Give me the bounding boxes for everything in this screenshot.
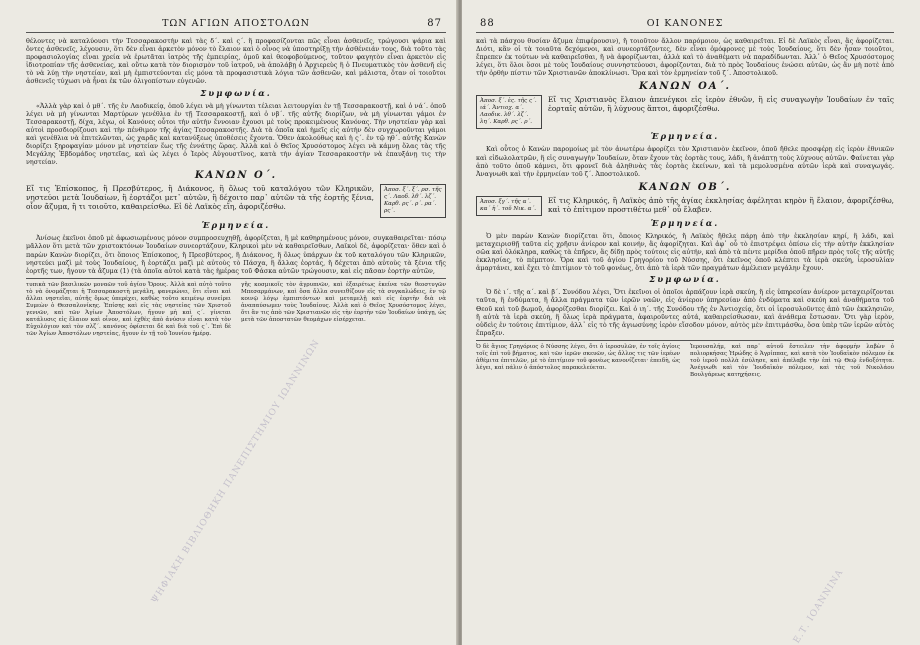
- left-section1-title: Συμφωνία.: [200, 88, 272, 99]
- right-section1-title: Ἑρμηνεία.: [650, 132, 720, 143]
- right-section3-title: Συμφωνία.: [649, 275, 721, 286]
- right-canon2-title: ΚΑΝΩΝ ΟΒ΄.: [638, 181, 732, 193]
- right-section2-title: Ἑρμηνεία.: [650, 218, 720, 229]
- left-running-head: [26, 18, 446, 33]
- left-watermark: ΨΗΦΙΑΚΗ ΒΙΒΛΙΟΘΗΚΗ ΠΑΝΕΠΙΣΤΗΜΙΟΥ ΙΩΑΝΝΙΝΩΝ: [150, 338, 323, 606]
- right-canon1-title: ΚΑΝΩΝ ΟΑ΄.: [638, 81, 732, 93]
- right-page: [462, 0, 920, 645]
- left-page: [0, 0, 458, 645]
- right-canon2-text: Εἴ τις Κληρικός, ἢ Λαϊκὸς ἀπὸ τῆς ἁγίας ἐκκλησίας ἀφέληται κηρὸν ἢ ἔλαιον, ἀφοριζέσθω, καὶ τὸ ἐπίτιμον προστιθέτω μεθ᾽ οὗ ἔλαβεν.: [548, 195, 894, 214]
- left-page-number: 87: [427, 18, 442, 29]
- right-section3-text: Ὁ δὲ ι΄. τῆς α΄. καὶ β΄. Συνόδου λέγει, Ὅτι ἐκεῖνοι οἱ ὁποῖοι ἀρπάζουν ἱερὰ σκεύη, ἢ εἰς ὑπηρεσίαν ἀνίερον μεταχειρίζονται ταῦτα, ἢ ἐνδύματα, ἢ ἄλλα πράγματα τῶν ἱερῶν ναῶν, εἰς ἀνίερον ὑπηρεσίαν ἀπὸ ἐνδύματα καὶ σκεύη καὶ ἀναθήματα τοῦ Θεοῦ καὶ τοῦ βωμοῦ, ἀφορίζεσθαι διορίζει. Καὶ ὁ ιη΄. τῆς Συνόδου τῆς ἐν Ἀντιοχείᾳ, ὅτι οἱ ἱεροσυλοῦντες ἀπὸ τῶν ἐκκλησιῶν, ἢ αὐτὰ τὰ ἱερὰ σκεύη, ἢ ὅλως ἱερὰ πράγματα, ἀφαιροῦντες αὐτά, καθαιρείσθωσαν, καὶ ἀνάθεμα ἔστωσαν. Ὅτι γὰρ ἱερὸν, οὐδεὶς ἐν τούτοις ἐπιτίμιον, ἀλλ᾽ εἰς τὸ τῆς ἁγιωσύνης ἱερὸν εἴσοδον μόνον, αὐτὸς μὲν ἐπιτιμάσθω, ὅσα ὑπὲρ τῶν ἱερῶν αὐτὸς ἔπραξεν.: [476, 288, 894, 337]
- left-canon-title: ΚΑΝΩΝ Ο΄.: [194, 170, 278, 182]
- right-footnote-col2: Ἱερουσαλήμ, καὶ παρ᾽ αὐτοῦ ἔστειλεν τὴν ἀφορμὴν λαβὼν ὁ πολιορκήσας Ἡρώδης ὁ Ἀγρίππας, καὶ κατὰ τὸν Ἰουδαϊκὸν πόλεμον ἐκ τοῦ ἱεροῦ πολλὰ ἐσύλησε, καὶ ἀπέλαβε τὴν ἐπὶ τῷ Θεῷ ἐνδοξότητα. Ἀνέγνωθι καὶ τὸν Ἰουδαϊκὸν πόλεμον, καὶ τὰς τοῦ Νικολάου Βουλγάρεως κατηχήσεις.: [690, 343, 894, 379]
- left-section2-title: Ἑρμηνεία.: [201, 221, 271, 232]
- left-canon-block: [26, 184, 446, 218]
- left-section1-text: «Ἀλλὰ γὰρ καὶ ὁ μθ΄. τῆς ἐν Λαοδικείᾳ, ὁποῦ λέγει νὰ μὴ γίνωνται τέλειαι λειτουργίαι ἐν τῇ Τεσσαρακοστῇ, καὶ ὁ νά΄. ὁποῦ λέγει νὰ μὴ γίνωνται Μαρτύρων γενέθλια ἐν τῇ Τεσσαρακοστῇ, καὶ ὁ νβ΄. τῆς αὐτῆς διορίζων, νὰ μὴ γίνωνται γάμοι ἐν Τεσσαρακοστῇ, δίχα, λέγω, οἱ Κανόνες οὗτοι τὴν αὐτὴν ἔννοιαν ἔχουσι μὲ τοὺς προκειμένους Κανόνας. Τὴν νηστείαν γὰρ καὶ αὐτοὶ προσδιορίζουσι καὶ τὴν πένθιμον τῆς ἁγίας Τεσσαρακοστῆς. Διὰ τὰ ὁποῖα καὶ ἡμεῖς εἰς αὐτὴν δὲν συγχωροῦνται γάμοι καὶ γενέθλια νὰ ἑπιτελῶνται, ὡς χαρᾶς καὶ κατανύξεως ὑποθέσεις ἔχοντα. Ὅθεν ἀκολούθως καὶ ἡ ς΄. ἐν τῷ ηθ΄. αὐτῆς Κανὼν διορίζει ξηροφαγίαν μόνον μὲ νηστείαν ἕως τῆς ἐννάτης ὥρας. Ἀλλὰ καὶ ὁ Θεῖος Χρυσόστομος λέγει νὰ κάμνῃ ὅλας τὰς τῆς Μεγάλης Ἑβδομάδος νηστεῖας, καὶ ὡς λέγει ὁ Ἱερὸς Αὐγουστῖνος, κατὰ τὴν ἁγίαν Τεσσαρακοστὴν νὰ ἐπαυξάνῃ τις τὴν νηστείαν.: [26, 101, 446, 167]
- right-running-head: [476, 18, 894, 33]
- right-section1-text: Καὶ οὗτος ὁ Κανὼν παρομοίως μὲ τὸν ἀνωτέρω ἀφορίζει τὸν Χριστιανὸν ἐκεῖνον, ὁποῦ ἤθελε προσφέρῃ εἰς ἱερὸν ἐθνικῶν καὶ εἰδωλολατρῶν, ἢ εἰς συναγωγὴν Ἰουδαίων, ὅταν ἔχουν τὰς ἑορτὰς τους, λάδι, ἢ ἀνάπτῃ τοὺς λύχνους αὐτῶν. Φαίνεται γὰρ ἀπὸ τοῦτο ὁποῦ κάμνει, ὅτι φρονεῖ διὰ ἀληθινὰς τὰς ἑορτὰς ἐκείνων, καὶ τὰ μεμολυσμένα αὐτῶν ἱερὰ καὶ συναγωγάς. Ἀναγνωθι καὶ τὴν ἑρμηνείαν τοῦ ζ΄. Ἀποστολικοῦ.: [476, 145, 894, 178]
- right-footnotes: [476, 340, 894, 380]
- left-top-paragraph: θέλοντες νὰ καταλύουσι τὴν Τεσσαρακοστὴν καὶ τὰς δ΄. καὶ ς΄. ἢ προφασίζονται πῶς εἶναι ἀσθενεῖς, τρώγουσι ψάρια καὶ ὄντες ἀσθενεῖς, λέγουσιν, ὅτι δὲν εἶναι ἀρκετὸν μόνον τὸ ἔλαιον καὶ ὁ οἶνος νὰ ὑποστηρίξῃ τὴν ἀσθένειάν τους, διὰ τοῦτο τὰς προφασιολογίας εἶναι χρεία νὰ ἐρωτᾶται ἰατρὸς τῆς ἐμπειρίας, ὁμοῦ καὶ θεοφοβούμενος, τοῦτον φαγητὸν εἶναι ἀρκετὸν εἰς ἰδιοτροπίαν τῆς ἀσθενείας, καὶ οὕτω κατὰ τὸν διορισμὸν τοῦ ἰατροῦ, νὰ ἀπολάβῃ ὁ Ἀρχιερεὺς ἢ ὁ Πνευματικὸς τὸν ἀσθενῆ εἰς τὸ νὰ λύῃ τὴν νηστείαν, καὶ μὴ ἐμπιστεύονται εἰς μόνα τὰ προφασιστικὰ λόγια τῶν ἀσθενῶν, καὶ μάλιστα, ὅταν οἱ τοιοῦτοι ἀσθενεῖς τύχωσι νὰ ἦναι ἐκ τῶν ὀλιγοπίστων εὐγενῶν.: [26, 37, 446, 86]
- left-canon-ref: Ἀποσ. ξ΄. ξ΄. ρσ. τῆς ς΄. Λαοδ. λθ΄. λζ΄. Καρθ. ρς΄. ρ΄. ρα΄. ρς΄.: [380, 184, 446, 218]
- left-footnote-col1: τυπικὰ τῶν βασιλικῶν μοναῶν τοῦ ἁγίου Ὄρους. Ἀλλὰ καὶ αὐτὸ τοῦτο τὸ νὰ ὀνομάζηται ἡ Τεσσαρακοστὴ μεγάλη, φανερώνει, ὅτι εἶναι καὶ ἄλλαι νηστεῖαι, αὐτῆς ὅμως ὑπερέχει, καθὼς τοῦτο κειμένῳ συνείρει Συμεὼν ὁ Θεσσαλονίκης. Ἐπίσης καὶ εἰς τὰς νηστείας τῶν Χριστοῦ γεννῶν, καὶ τῶν Ἁγίων Ἀποστόλων, ἤγουν μὴ καὶ ς΄. γίνεται κατάλυσις εἰς ἔλαιον καὶ οἶνον, καὶ ἐχθὲς ἀπὸ ἀνύσιν εἶναι κατὰ τὸν Εὐχολόγιον καὶ τὸν σλζ΄. κανόνος ὀφίσεται δὲ καὶ διὰ τοῦ ς΄. Ἐπὶ δὲ τῶν Ἁγίων Ἀποστόλων νηστείας, ἤγουν ἐν τῇ τοῦ Ἰουνίου ἡμέρᾳ.: [26, 281, 231, 338]
- right-canon1-block: [476, 95, 894, 129]
- right-canon2-ref: Ἀποσ. ξγ΄. τῆς α΄. κα΄ ἡ΄. τοῦ Νικ. α΄.: [476, 196, 542, 216]
- right-running-title: ΟΙ ΚΑΝΟΝΕΣ: [646, 18, 724, 29]
- right-section2-text: Ὁ μὲν παρὼν Κανὼν διορίζεται ὅτι, ὅποιος Κληρικός, ἢ Λαϊκὸς ἤθελε πάρῃ ἀπὸ τὴν ἐκκλησίαν κηρί, ἢ λάδι, καὶ μεταχειρισθῇ ταῦτα εἰς χρῆσιν ἀνίερον καὶ κοινήν, ἂς ἀφορίζηται. Καὶ ἀφ᾽ οὗ τὸ ἐπιστρέψει ὀπίσω εἰς τὴν αὐτὴν ἐκκλησίαν σῶα καὶ ὁλόκληρα, καθὼς τὰ ἐπῆρεν, ἂς δίδῃ πρὸς τούτοις εἰς αὐτήν, καὶ ἀπὸ τὰ πέντε μερίδια ὁποῦ πῆρεν πρὸς τοῖς τῆς αὐτῆς ἐκκλησίας, τὸ πέμπτον. Ὅρα καὶ τοῦ ἁγίου Γρηγορίου τοῦ Νύσσης, ὅτι ἐκεῖνος ὁποῦ κλέπτει τὰ ἱερὰ σκεύη, ἱεροσυλίαν ἁμαρτάνει, καὶ ἔχει τὸ ἐπιτίμιον τὸ τοῦ φονέως, ὅτι ἀπὸ τὰ ἱερὰ τῶν πραγμάτων ἀμέλειαν μεγάλην ἔχουν.: [476, 231, 894, 273]
- left-canon-text: Εἴ τις Ἐπίσκοπος, ἢ Πρεσβύτερος, ἢ Διάκονος, ἢ ὅλως τοῦ καταλόγου τῶν Κληρικῶν, νηστεύοι μετὰ Ἰουδαίων, ἢ ἑορτάζοι μετ᾽ αὐτῶν, ἢ δέχοιτο παρ᾽ αὐτῶν τὰ τῆς ἑορτῆς ξένια, οἷον ἄζυμα, ἢ τι τοιοῦτο, καθαιρείσθω. Εἰ δὲ Λαϊκὸς εἴη, ἀφοριζέσθω.: [26, 184, 374, 212]
- left-section2-text: Ἀνίσως ἐκεῖνοι ὁποῦ μὲ ἀφωσιωμένους μόνον συμπροσευχηθῇ, ἀφορίζεται, ἢ μὲ καθηρημένους μόνον, συγκαθαιρεῖται· πόσῳ μᾶλλον ὅτι μετὰ τῶν χριστοκτόνων Ἰουδαίων συνεορτάζουν, Κληρικοὶ μὲν νὰ καθαιρεῖσθων, Λαϊκοὶ δὲ, ἀφορίζεται· ὅθεν καὶ ὁ παρὼν Κανὼν διορίζει, ὅτι ὅποιος Ἐπίσκοπος, ἢ Πρεσβύτερος, ἢ Διάκονος, ἢ ὅλως ὑπάρχων ἐκ τοῦ καταλόγου τῶν Κληρικῶν, νηστεύει μαζὶ μὲ τοὺς Ἰουδαίους, ἢ ἑορτάζει μαζὶ μὲ αὐτοὺς τὸ Πάσχα, ἢ ἄλλας ἑορτάς, ἢ δέχεται ἀπὸ αὐτοὺς τὰ ξένια τῆς ἑορτῆς των, ἤγουν τὰ ἄζυμα (1) (τὰ ὁποῖα αὐτοὶ κατὰ τὰς ἡμέρας τοῦ Φάσκα αὐτῶν τρώγουσιν, καὶ εἰς πᾶσαν ἑορτὴν αὐτῶν,: [26, 234, 446, 275]
- left-footnotes: [26, 278, 446, 340]
- right-canon1-ref: Ἀποσ. ξ΄. ἐς. τῆς ς΄. ιά΄. Ἀντιοχ. α΄. Λαοδικ. λθ΄. λζ΄. λη΄. Καρθ. ρς΄. ρ΄.: [476, 95, 542, 129]
- right-canon2-block: [476, 196, 894, 216]
- left-running-title: ΤΩΝ ΑΓΙΩΝ ΑΠΟΣΤΟΛΩΝ: [162, 18, 310, 29]
- right-page-number: 88: [480, 18, 495, 29]
- right-watermark: Ε.Τ. ΙΟΑΝΝΙΝΑ: [792, 567, 846, 645]
- right-canon1-text: Εἴ τις Χριστιανὸς ἔλαιον ἀπενέγκοι εἰς ἱερὸν ἐθνῶν, ἢ εἰς συναγωγὴν Ἰουδαίων ἐν ταῖς ἑορταῖς αὐτῶν, ἢ λύχνους ἅπτοι, ἀφοριζέσθω.: [548, 95, 894, 114]
- right-top-paragraph: καὶ τὰ πάσχου θυσίαν ἄζυμα ἐπιφέρουσιν), ἢ τοιοῦτον ἄλλον παρόμοιον, ὡς καθαιρεῖται. Εἰ δὲ Λαϊκὸς εἶναι, ἂς ἀφορίζεται. Διότι, κἂν οἱ τὰ τοιαῦτα δεχόμενοι, καὶ συνεορτάζοντες, δὲν εἶναι ὁμόφρονες μὲ τοὺς Ἰουδαίους, ὅτι δὲν ἦσαν τοιοῦτοι, ἔπρεπεν ἐκ τούτων νὰ καθαιρεῖσθαι, ἢ νὰ ἀφορίζωνται, ἀλλὰ καὶ τὸ ἀναθέματι νὰ παραδίδωνται. Ἀλλ᾽ ὁ Θεῖος Χρυσόστομος λέγει, ὅτι ὅλοι ὅσοι μὲ τοὺς Ἰουδαίους συννηστεύουσι, ἀφορίζονται, διὰ τὸ πρὸς Ἰουδαίους ἑνώσει αὐτῶν, ὡς ἂν μὴ ποτὲ ἀπὸ τὴν ὀρθὴν πίστιν τῶν Χριστιανῶν ἀποκλίνωσι. Ὅρα καὶ τὸν ἑρμηνείαν τοῦ ζ΄. Ἀποστολικοῦ.: [476, 37, 894, 78]
- left-footnote-col2: γῆς κοσμικοῖς τὸν ἀγρυπνῶν, καὶ ἐξαιρέτως ἐκείνα τῶν θεοστυγῶν Μπεσαρμάνων, καὶ ὅσα ἄλλα συνειθίζουν εἰς τὰ συγκαλώδεις, ἐν τῷ κοινῷ λόγῳ ἐμπιπτόντων καὶ μεταμελῇ καὶ εἰς ἑορτὴν διὰ νὰ ἀναπαύσωμεν τοὺς Ἰουδαίους. Ἀλλὰ καὶ ὁ Θεῖος Χρυσόστομος λέγει, ὅτι ἂν τις ἀπὸ τῶν Χριστιανῶν εἰς τὴν ἑορτὴν τῶν Ἰουδαίων ὑπάγῃ, ὡς μετὰ τῶν ἀποστατῶν θεομάχων εἰσέρχεται.: [241, 281, 446, 324]
- right-footnote-col1: Ὁ δὲ ἅγιος Γρηγόριος ὁ Νύσσης λέγει, ὅτι ὁ ἱεροσυλῶν, ἐν τοῖς ἁγίοις τοῖς ἐπὶ τοῦ βήματος, καὶ τῶν ἱερῶν σκευῶν, ὡς ἄλλος τις τῶν ἱερέων ἀθέμιτα ἐπιτελῶν, μὲ τὸ ἐπιτίμιον τοῦ φονέως κανονίζεται· ἐπειδὴ, ὡς λέγει, καὶ πάλιν ὁ ἀπόστολος παρακελεύεται.: [476, 343, 680, 372]
